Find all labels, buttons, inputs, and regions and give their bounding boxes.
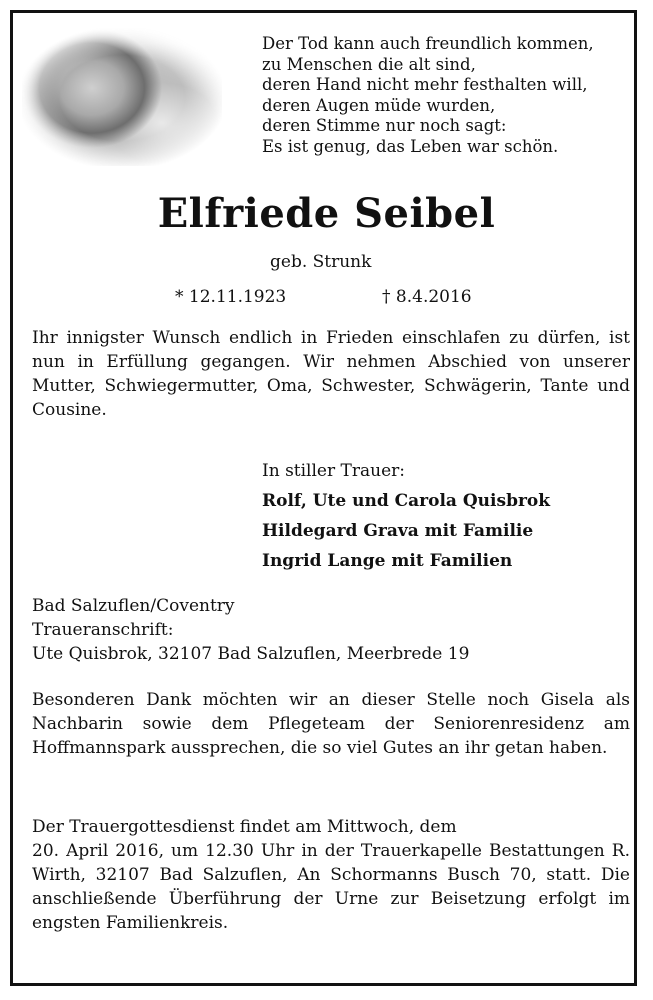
mourning-label: In stiller Trauer:: [262, 461, 405, 481]
poem-line: Der Tod kann auch freundlich kommen,: [262, 34, 594, 53]
thanks-text: Besonderen Dank möchten wir an dieser Stelle noch Gisela als Nachbarin sowie dem Pflegeteam der Seniorenresidenz am Hoffmannspark aussprechen, die so viel Gutes an ihr getan haben.: [32, 690, 630, 758]
poem-line: zu Menschen die alt sind,: [262, 54, 476, 74]
address-block: [32, 594, 630, 666]
location: Bad Salzuflen/Coventry: [32, 596, 235, 616]
poem-line: deren Hand nicht mehr festhalten will,: [262, 75, 588, 95]
poem-line: deren Stimme nur noch sagt:: [262, 116, 507, 136]
deceased-name: Elfriede Seibel: [157, 190, 496, 237]
portrait-photo: [22, 28, 222, 166]
mourner-name: Hildegard Grava mit Familie: [262, 521, 534, 541]
service-line: Der Trauergottesdienst findet am Mittwoch, dem: [32, 817, 457, 837]
birth-date: * 12.11.1923: [175, 287, 287, 307]
poem-line: deren Augen müde wurden,: [262, 95, 496, 115]
service-block: [32, 815, 630, 935]
poem-line: Es ist genug, das Leben war schön.: [262, 136, 559, 156]
maiden-name: geb. Strunk: [270, 252, 372, 272]
address-label: Traueranschrift:: [32, 620, 174, 640]
service-text: 20. April 2016, um 12.30 Uhr in der Trauerkapelle Bestattungen R. Wirth, 32107 Bad Salzuflen, An Schormanns Busch 70, statt. Die anschließende Überführung der Urne zur Beisetzung erfolgt im engsten Familienkreis.: [32, 841, 630, 933]
death-date: † 8.4.2016: [382, 287, 472, 307]
address: Ute Quisbrok, 32107 Bad Salzuflen, Meerbrede 19: [32, 644, 470, 664]
intro-text: Ihr innigster Wunsch endlich in Frieden einschlafen zu dürfen, ist nun in Erfüllung gegangen. Wir nehmen Abschied von unserer Mutter, Schwiegermutter, Oma, Schwester, Schwägerin, Tante und Cousine.: [32, 328, 630, 420]
mourner-name: Ingrid Lange mit Familien: [262, 551, 513, 571]
mourner-name: Rolf, Ute und Carola Quisbrok: [262, 491, 551, 511]
poem: [262, 34, 632, 158]
mourners-block: [262, 456, 550, 576]
